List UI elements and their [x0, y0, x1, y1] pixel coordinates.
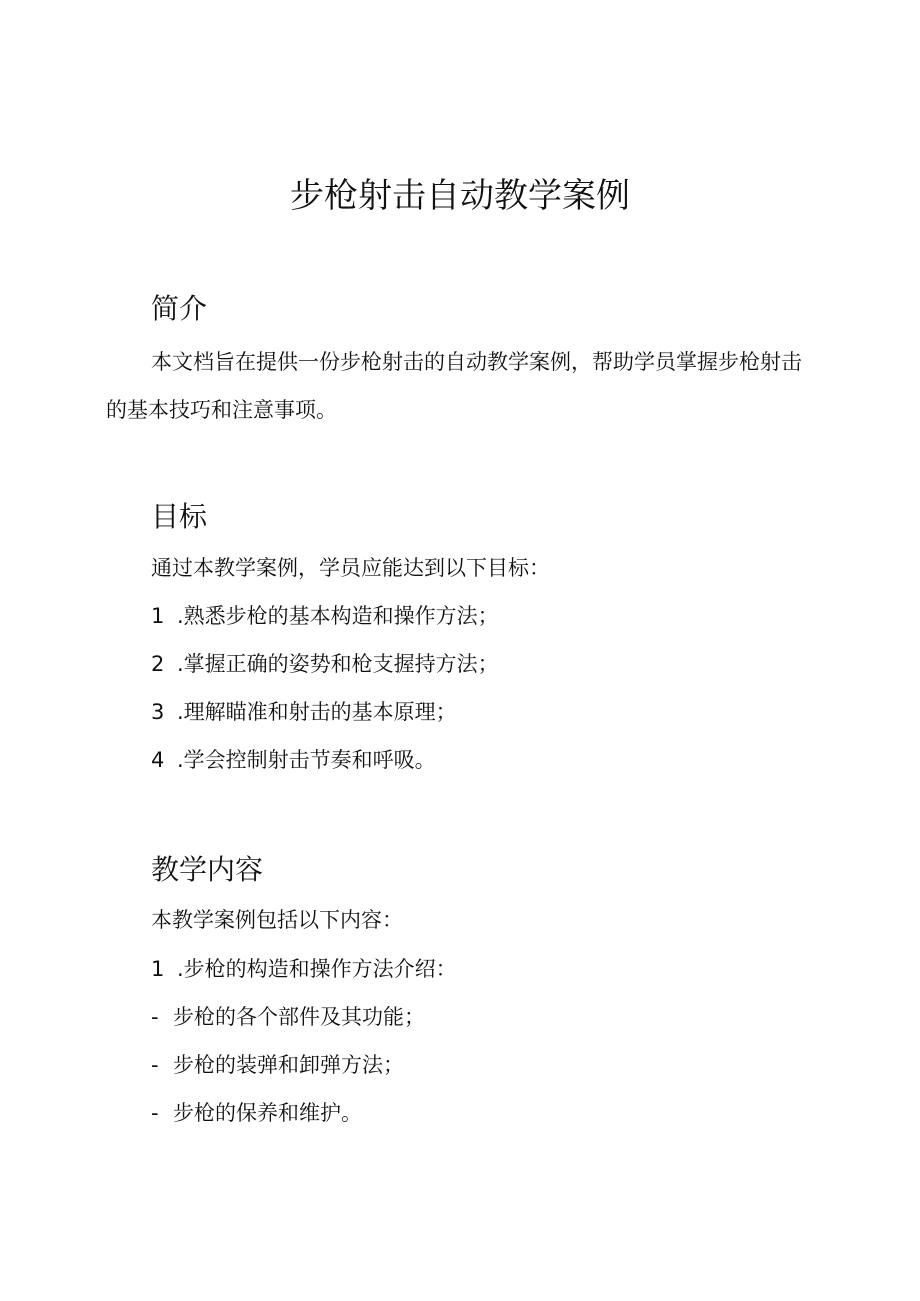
goal-number-1: 1	[151, 604, 165, 628]
content-bullet-3	[151, 1098, 362, 1128]
bullet-text-2: 步枪的装弹和卸弹方法；	[173, 1053, 404, 1077]
document-title: 步枪射击自动教学案例	[290, 176, 630, 216]
intro-paragraph: 本文档旨在提供一份步枪射击的自动教学案例，帮助学员掌握步枪射击的基本技巧和注意事项。	[106, 350, 802, 422]
bullet-text-3: 步枪的保养和维护。	[173, 1101, 362, 1125]
content-item-1	[151, 954, 457, 984]
bullet-mark-3: -	[151, 1101, 159, 1125]
content-text-1: .步枪的构造和操作方法介绍：	[177, 957, 457, 981]
goal-number-4: 4	[151, 748, 165, 772]
goal-text-1: .熟悉步枪的基本构造和操作方法；	[177, 604, 499, 628]
goal-item-2	[151, 649, 499, 679]
bullet-mark-1: -	[151, 1005, 159, 1029]
goal-item-1	[151, 601, 499, 631]
bullet-text-1: 步枪的各个部件及其功能；	[173, 1005, 425, 1029]
goal-text-3: .理解瞄准和射击的基本原理；	[177, 700, 457, 724]
goal-text-2: .掌握正确的姿势和枪支握持方法；	[177, 652, 499, 676]
section-heading-intro: 简介	[151, 292, 208, 325]
goal-item-4	[151, 745, 436, 775]
content-bullet-2	[151, 1050, 404, 1080]
goal-text-4: .学会控制射击节奏和呼吸。	[177, 748, 436, 772]
content-number-1: 1	[151, 957, 165, 981]
goal-number-2: 2	[151, 652, 165, 676]
content-bullet-1	[151, 1002, 425, 1032]
section-heading-goals: 目标	[151, 500, 208, 533]
goals-intro: 通过本教学案例，学员应能达到以下目标：	[151, 556, 550, 580]
bullet-mark-2: -	[151, 1053, 159, 1077]
goal-number-3: 3	[151, 700, 165, 724]
section-heading-content: 教学内容	[151, 853, 264, 886]
content-intro: 本教学案例包括以下内容：	[151, 908, 403, 932]
goal-item-3	[151, 697, 457, 727]
